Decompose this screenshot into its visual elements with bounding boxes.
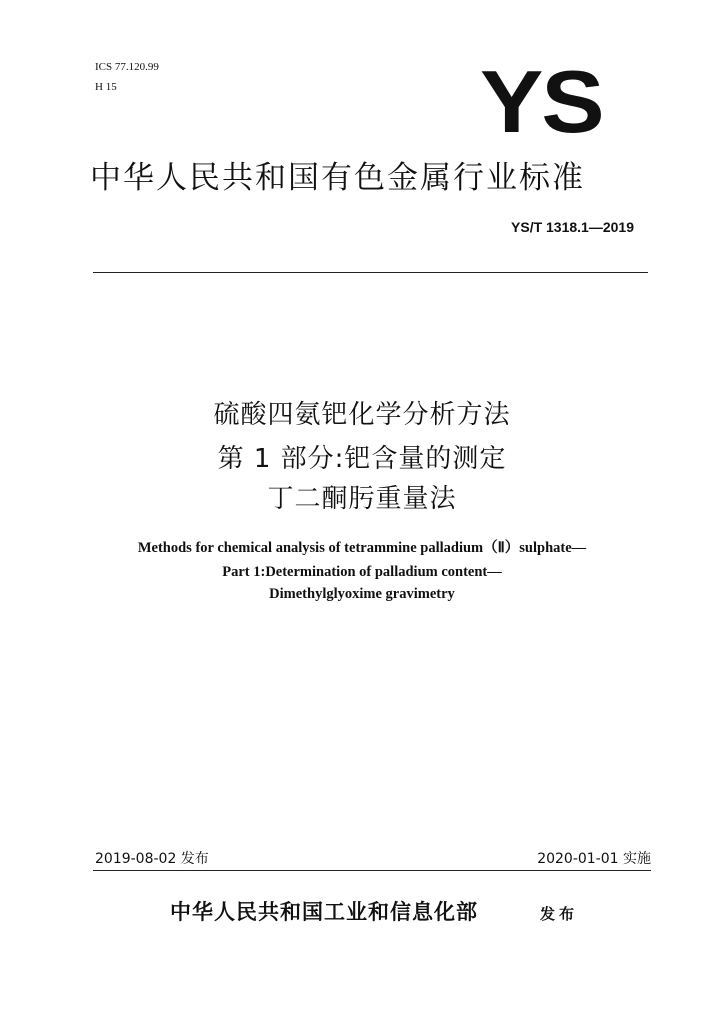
implement-date: 2020-01-01 实施 [537, 851, 651, 867]
ics-code: ICS 77.120.99 [95, 61, 159, 73]
chinese-title-line-2: 第 1 部分:钯含量的测定 [217, 444, 507, 474]
ys-logo: YS [480, 52, 603, 151]
english-title-line-3: Dimethylglyoxime gravimetry [269, 586, 455, 602]
classification-code: H 15 [95, 81, 117, 93]
english-title-line-1: Methods for chemical analysis of tetrammine palladium（Ⅱ）sulphate— [137, 540, 587, 556]
top-divider [93, 272, 648, 273]
standard-title: 中华人民共和国有色金属行业标准 [90, 160, 585, 196]
standard-number: YS/T 1318.1—2019 [511, 219, 634, 235]
issue-label: 发布 [540, 905, 579, 923]
bottom-divider [93, 870, 651, 871]
issuing-authority: 中华人民共和国工业和信息化部 [170, 899, 478, 924]
chinese-title-line-3: 丁二酮肟重量法 [267, 484, 457, 514]
english-title-line-2: Part 1:Determination of palladium content— [222, 564, 502, 580]
chinese-title-line-1: 硫酸四氨钯化学分析方法 [213, 400, 511, 430]
publish-date: 2019-08-02 发布 [95, 851, 209, 867]
